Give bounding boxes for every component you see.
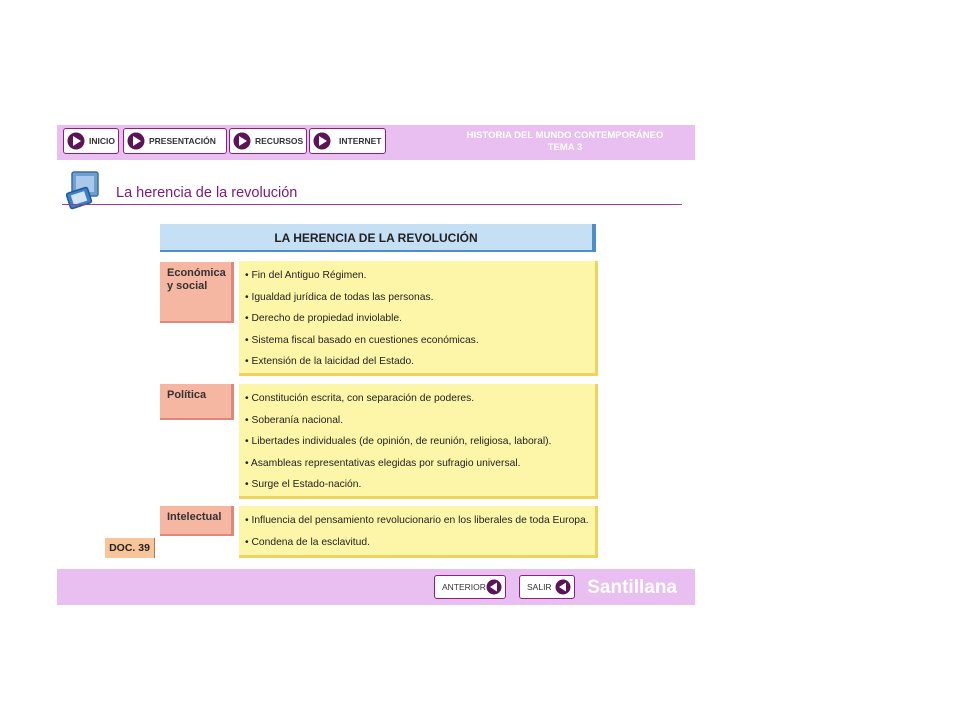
course-header — [445, 130, 685, 154]
back-arrow-icon — [486, 579, 502, 595]
nav-presentacion-button[interactable] — [123, 128, 227, 154]
top-navigation-bar — [57, 125, 695, 160]
bottom-navigation-bar — [57, 569, 695, 605]
list-item: • Igualdad jurídica de todas las personas. — [245, 287, 595, 309]
page-title: La herencia de la revolución — [116, 185, 298, 201]
presentation-screen-icon — [66, 168, 104, 214]
course-unit: TEMA 3 — [547, 142, 583, 153]
nav-inicio-button[interactable] — [63, 128, 119, 154]
nav-inicio-label: INICIO — [89, 136, 115, 146]
course-title: HISTORIA DEL MUNDO CONTEMPORÁNEO — [466, 130, 664, 141]
list-item: • Sistema fiscal basado en cuestiones económicas. — [245, 330, 595, 352]
play-icon — [313, 132, 331, 150]
list-item: • Soberanía nacional. — [245, 410, 595, 432]
doc-number-badge: DOC. 39 — [105, 538, 155, 558]
category-politica: Política — [160, 384, 234, 420]
items-intelectual — [239, 506, 598, 558]
category-economica-social: Económica y social — [160, 262, 234, 323]
list-item: • Condena de la esclavitud. — [245, 532, 595, 554]
exit-button[interactable] — [519, 575, 575, 599]
nav-presentacion-label: PRESENTACIÓN — [149, 136, 216, 146]
nav-recursos-button[interactable] — [229, 128, 307, 154]
table-heading: LA HERENCIA DE LA REVOLUCIÓN — [160, 224, 596, 252]
document-table — [158, 222, 600, 560]
back-arrow-icon — [555, 579, 571, 595]
list-item: • Fin del Antiguo Régimen. — [245, 265, 595, 287]
title-divider — [62, 204, 682, 205]
list-item: • Surge el Estado-nación. — [245, 474, 595, 496]
previous-label: ANTERIOR — [442, 582, 486, 592]
items-politica — [239, 384, 598, 499]
list-item: • Extensión de la laicidad del Estado. — [245, 351, 595, 373]
nav-recursos-label: RECURSOS — [255, 136, 304, 146]
exit-label: SALIR — [527, 582, 552, 592]
items-economica-social — [239, 261, 598, 376]
list-item: • Constitución escrita, con separación de poderes. — [245, 388, 595, 410]
nav-internet-label: INTERNET — [339, 136, 382, 146]
nav-internet-button[interactable] — [309, 128, 386, 154]
list-item: • Asambleas representativas elegidas por sufragio universal. — [245, 453, 595, 475]
play-icon — [67, 132, 85, 150]
list-item: • Libertades individuales (de opinión, de reunión, religiosa, laboral). — [245, 431, 595, 453]
category-intelectual: Intelectual — [160, 506, 234, 536]
play-icon — [233, 132, 251, 150]
list-item: • Influencia del pensamiento revolucionario en los liberales de toda Europa. — [245, 510, 595, 532]
list-item: • Derecho de propiedad inviolable. — [245, 308, 595, 330]
brand-logo: Santillana — [587, 577, 677, 598]
previous-button[interactable] — [434, 575, 506, 599]
play-icon — [127, 132, 145, 150]
